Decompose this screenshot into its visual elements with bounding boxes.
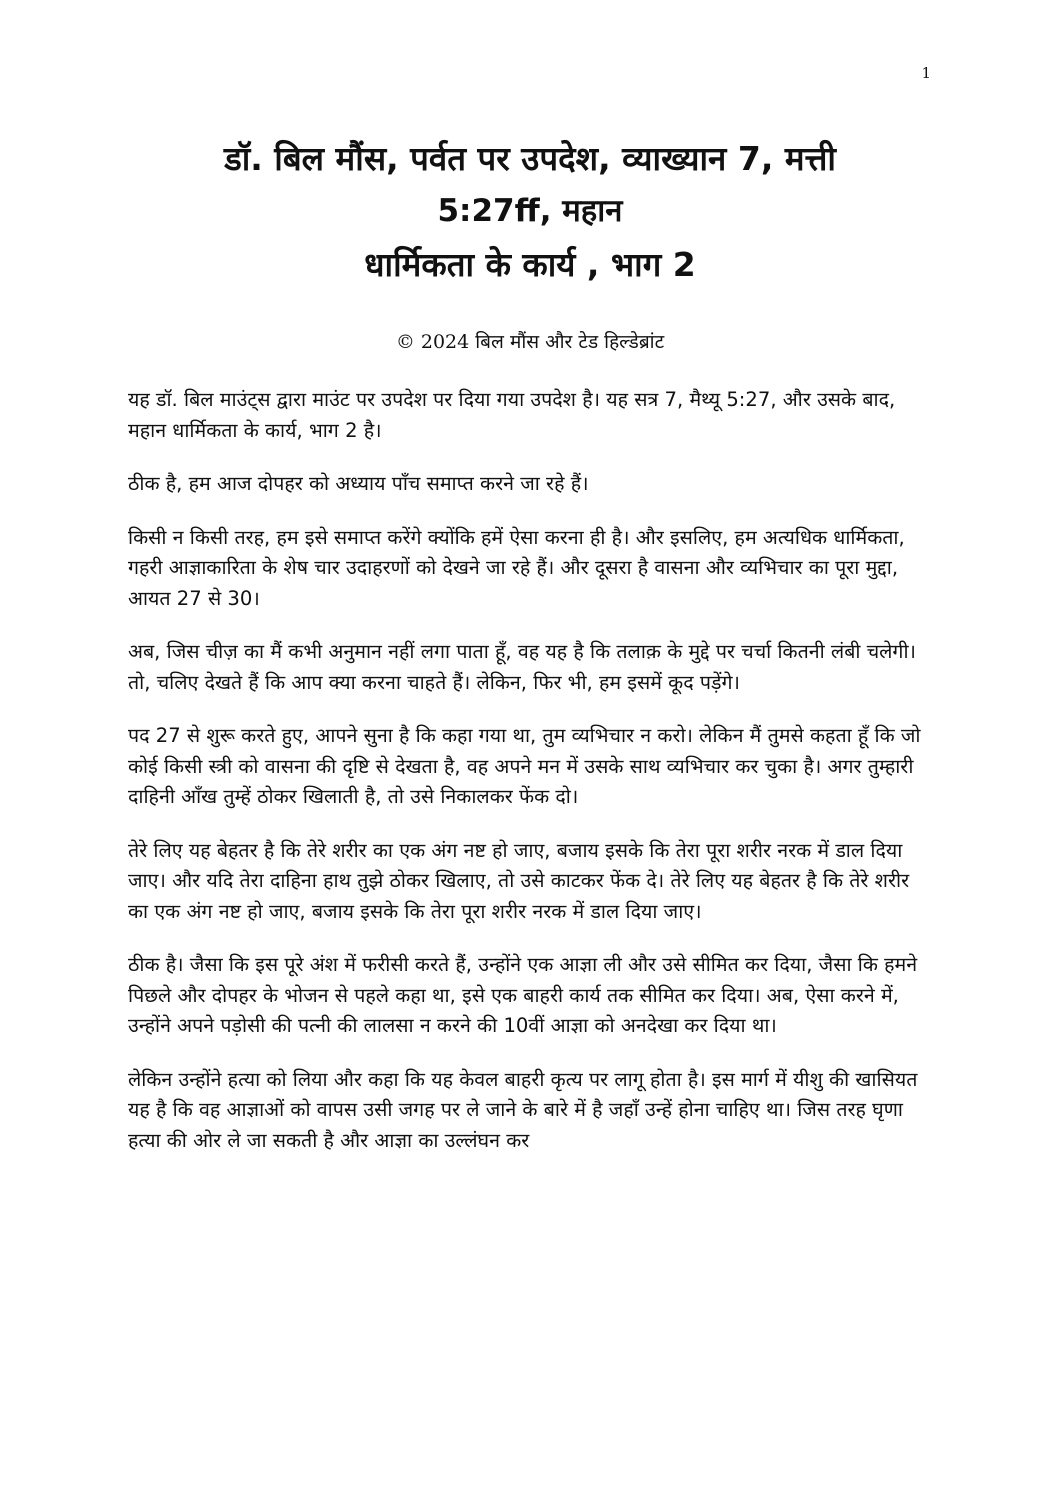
- paragraph: तेरे लिए यह बेहतर है कि तेरे शरीर का एक अंग नष्ट हो जाए, बजाय इसके कि तेरा पूरा शरीर नरक में डाल दिया जाए। और यदि तेरा दाहिना हाथ तुझे ठोकर खिलाए, तो उसे काटकर फेंक दे। तेरे लिए यह बेहतर है कि तेरे शरीर का एक अंग नष्ट हो जाए, बजाय इसके कि तेरा पूरा शरीर नरक में डाल दिया जाए।: [128, 838, 910, 923]
- page-number: 1: [921, 64, 931, 82]
- paragraph: लेकिन उन्होंने हत्या को लिया और कहा कि यह केवल बाहरी कृत्य पर लागू होता है। इस मार्ग में यीशु की खासियत यह है कि वह आज्ञाओं को वापस उसी जगह पर ले जाने के बारे में है जहाँ उन्हें होना चाहिए था। जिस तरह घृणा हत्या की ओर ले जा सकती है और आज्ञा का उल्लंघन कर: [128, 1067, 918, 1152]
- paragraph: किसी न किसी तरह, हम इसे समाप्त करेंगे क्योंकि हमें ऐसा करना ही है। और इसलिए, हम अत्यधिक धार्मिकता, गहरी आज्ञाकारिता के शेष चार उदाहरणों को देखने जा रहे हैं। और दूसरा है वासना और व्यभिचार का पूरा मुद्दा, आयत 27 से 30।: [128, 525, 905, 610]
- title-line-3: धार्मिकता के कार्य , भाग 2: [364, 245, 696, 284]
- copyright-text: बिल मौंस और टेड हिल्डेब्रांट: [475, 331, 665, 353]
- paragraph: अब, जिस चीज़ का मैं कभी अनुमान नहीं लगा पाता हूँ, वह यह है कि तलाक़ के मुद्दे पर चर्चा कितनी लंबी चलेगी। तो, चलिए देखते हैं कि आप क्या करना चाहते हैं। लेकिन, फिर भी, हम इसमें कूद पड़ेंगे।: [128, 640, 916, 694]
- title-line-2: 5:27ff, महान: [437, 193, 623, 229]
- page-title: [128, 132, 932, 291]
- title-line-1: डॉ. बिल मौंस, पर्वत पर उपदेश, व्याख्यान 7, मत्ती: [224, 139, 836, 178]
- body-text: [128, 385, 934, 1179]
- paragraph: ठीक है, हम आज दोपहर को अध्याय पाँच समाप्त करने जा रहे हैं।: [128, 472, 589, 495]
- copyright-line: [128, 328, 932, 356]
- copyright-symbol: © 2024: [395, 331, 470, 353]
- paragraph: ठीक है। जैसा कि इस पूरे अंश में फरीसी करते हैं, उन्होंने एक आज्ञा ली और उसे सीमित कर दिया, जैसा कि हमने पिछले और दोपहर के भोजन से पहले कहा था, इसे एक बाहरी कार्य तक सीमित कर दिया। अब, ऐसा करने में, उन्होंने अपने पड़ोसी की पत्नी की लालसा न करने की 10वीं आज्ञा को अनदेखा कर दिया था।: [128, 953, 918, 1037]
- paragraph: यह डॉ. बिल माउंट्स द्वारा माउंट पर उपदेश पर दिया गया उपदेश है। यह सत्र 7, मैथ्यू 5:27, और उसके बाद, महान धार्मिकता के कार्य, भाग 2 है।: [128, 388, 896, 442]
- paragraph: पद 27 से शुरू करते हुए, आपने सुना है कि कहा गया था, तुम व्यभिचार न करो। लेकिन मैं तुमसे कहता हूँ कि जो कोई किसी स्त्री को वासना की दृष्टि से देखता है, वह अपने मन में उसके साथ व्यभिचार कर चुका है। अगर तुम्हारी दाहिनी आँख तुम्हें ठोकर खिलाती है, तो उसे निकालकर फेंक दो।: [128, 724, 921, 808]
